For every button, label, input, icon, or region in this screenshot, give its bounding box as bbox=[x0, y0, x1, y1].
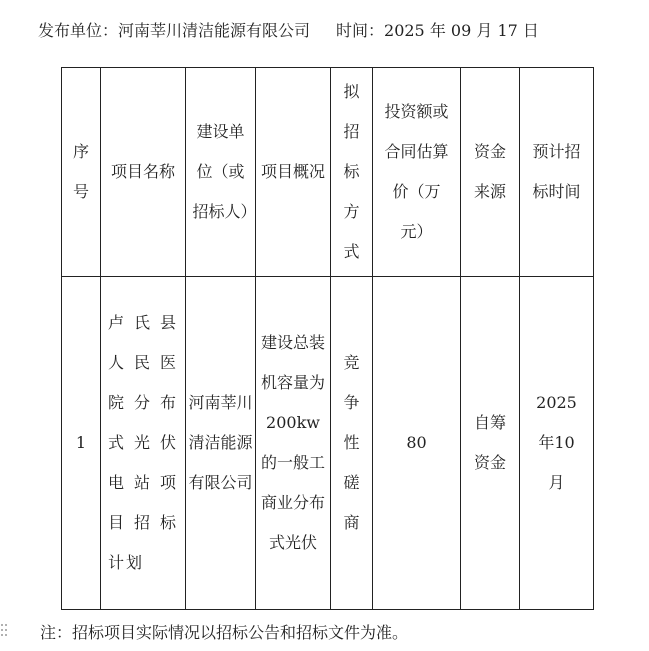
cell-fund: 自筹资金 bbox=[461, 277, 520, 610]
cell-owner: 河南莘川清洁能源有限公司 bbox=[186, 277, 256, 610]
column-header: 拟招标方式 bbox=[331, 68, 373, 277]
tender-plan-table bbox=[61, 67, 594, 610]
publish-info bbox=[38, 18, 539, 41]
column-header: 投资额或合同估算价（万元） bbox=[373, 68, 461, 277]
publisher-text: 发布单位：河南莘川清洁能源有限公司 bbox=[38, 21, 311, 40]
publish-time: 时间：2025 年 09 月 17 日 bbox=[336, 21, 539, 40]
column-header: 预计招标时间 bbox=[520, 68, 594, 277]
table-header-row bbox=[62, 68, 594, 277]
column-header: 项目概况 bbox=[256, 68, 331, 277]
column-header: 建设单位（或招标人） bbox=[186, 68, 256, 277]
column-header: 项目名称 bbox=[101, 68, 186, 277]
column-header: 序号 bbox=[62, 68, 101, 277]
cell-time: 2025年10月 bbox=[520, 277, 594, 610]
footnote: 注：招标项目实际情况以招标公告和招标文件为准。 bbox=[40, 623, 409, 642]
cell-method: 竞争性磋商 bbox=[331, 277, 373, 610]
cell-amount: 80 bbox=[373, 277, 461, 610]
drag-handle-icon bbox=[0, 623, 8, 637]
cell-no: 1 bbox=[62, 277, 101, 610]
table-row bbox=[62, 277, 594, 610]
column-header: 资金来源 bbox=[461, 68, 520, 277]
cell-overview: 建设总装机容量为200kw的一般工商业分布式光伏 bbox=[256, 277, 331, 610]
cell-project-name: 卢氏县人民医院分布式光伏电站项目招标计划 bbox=[101, 277, 186, 610]
